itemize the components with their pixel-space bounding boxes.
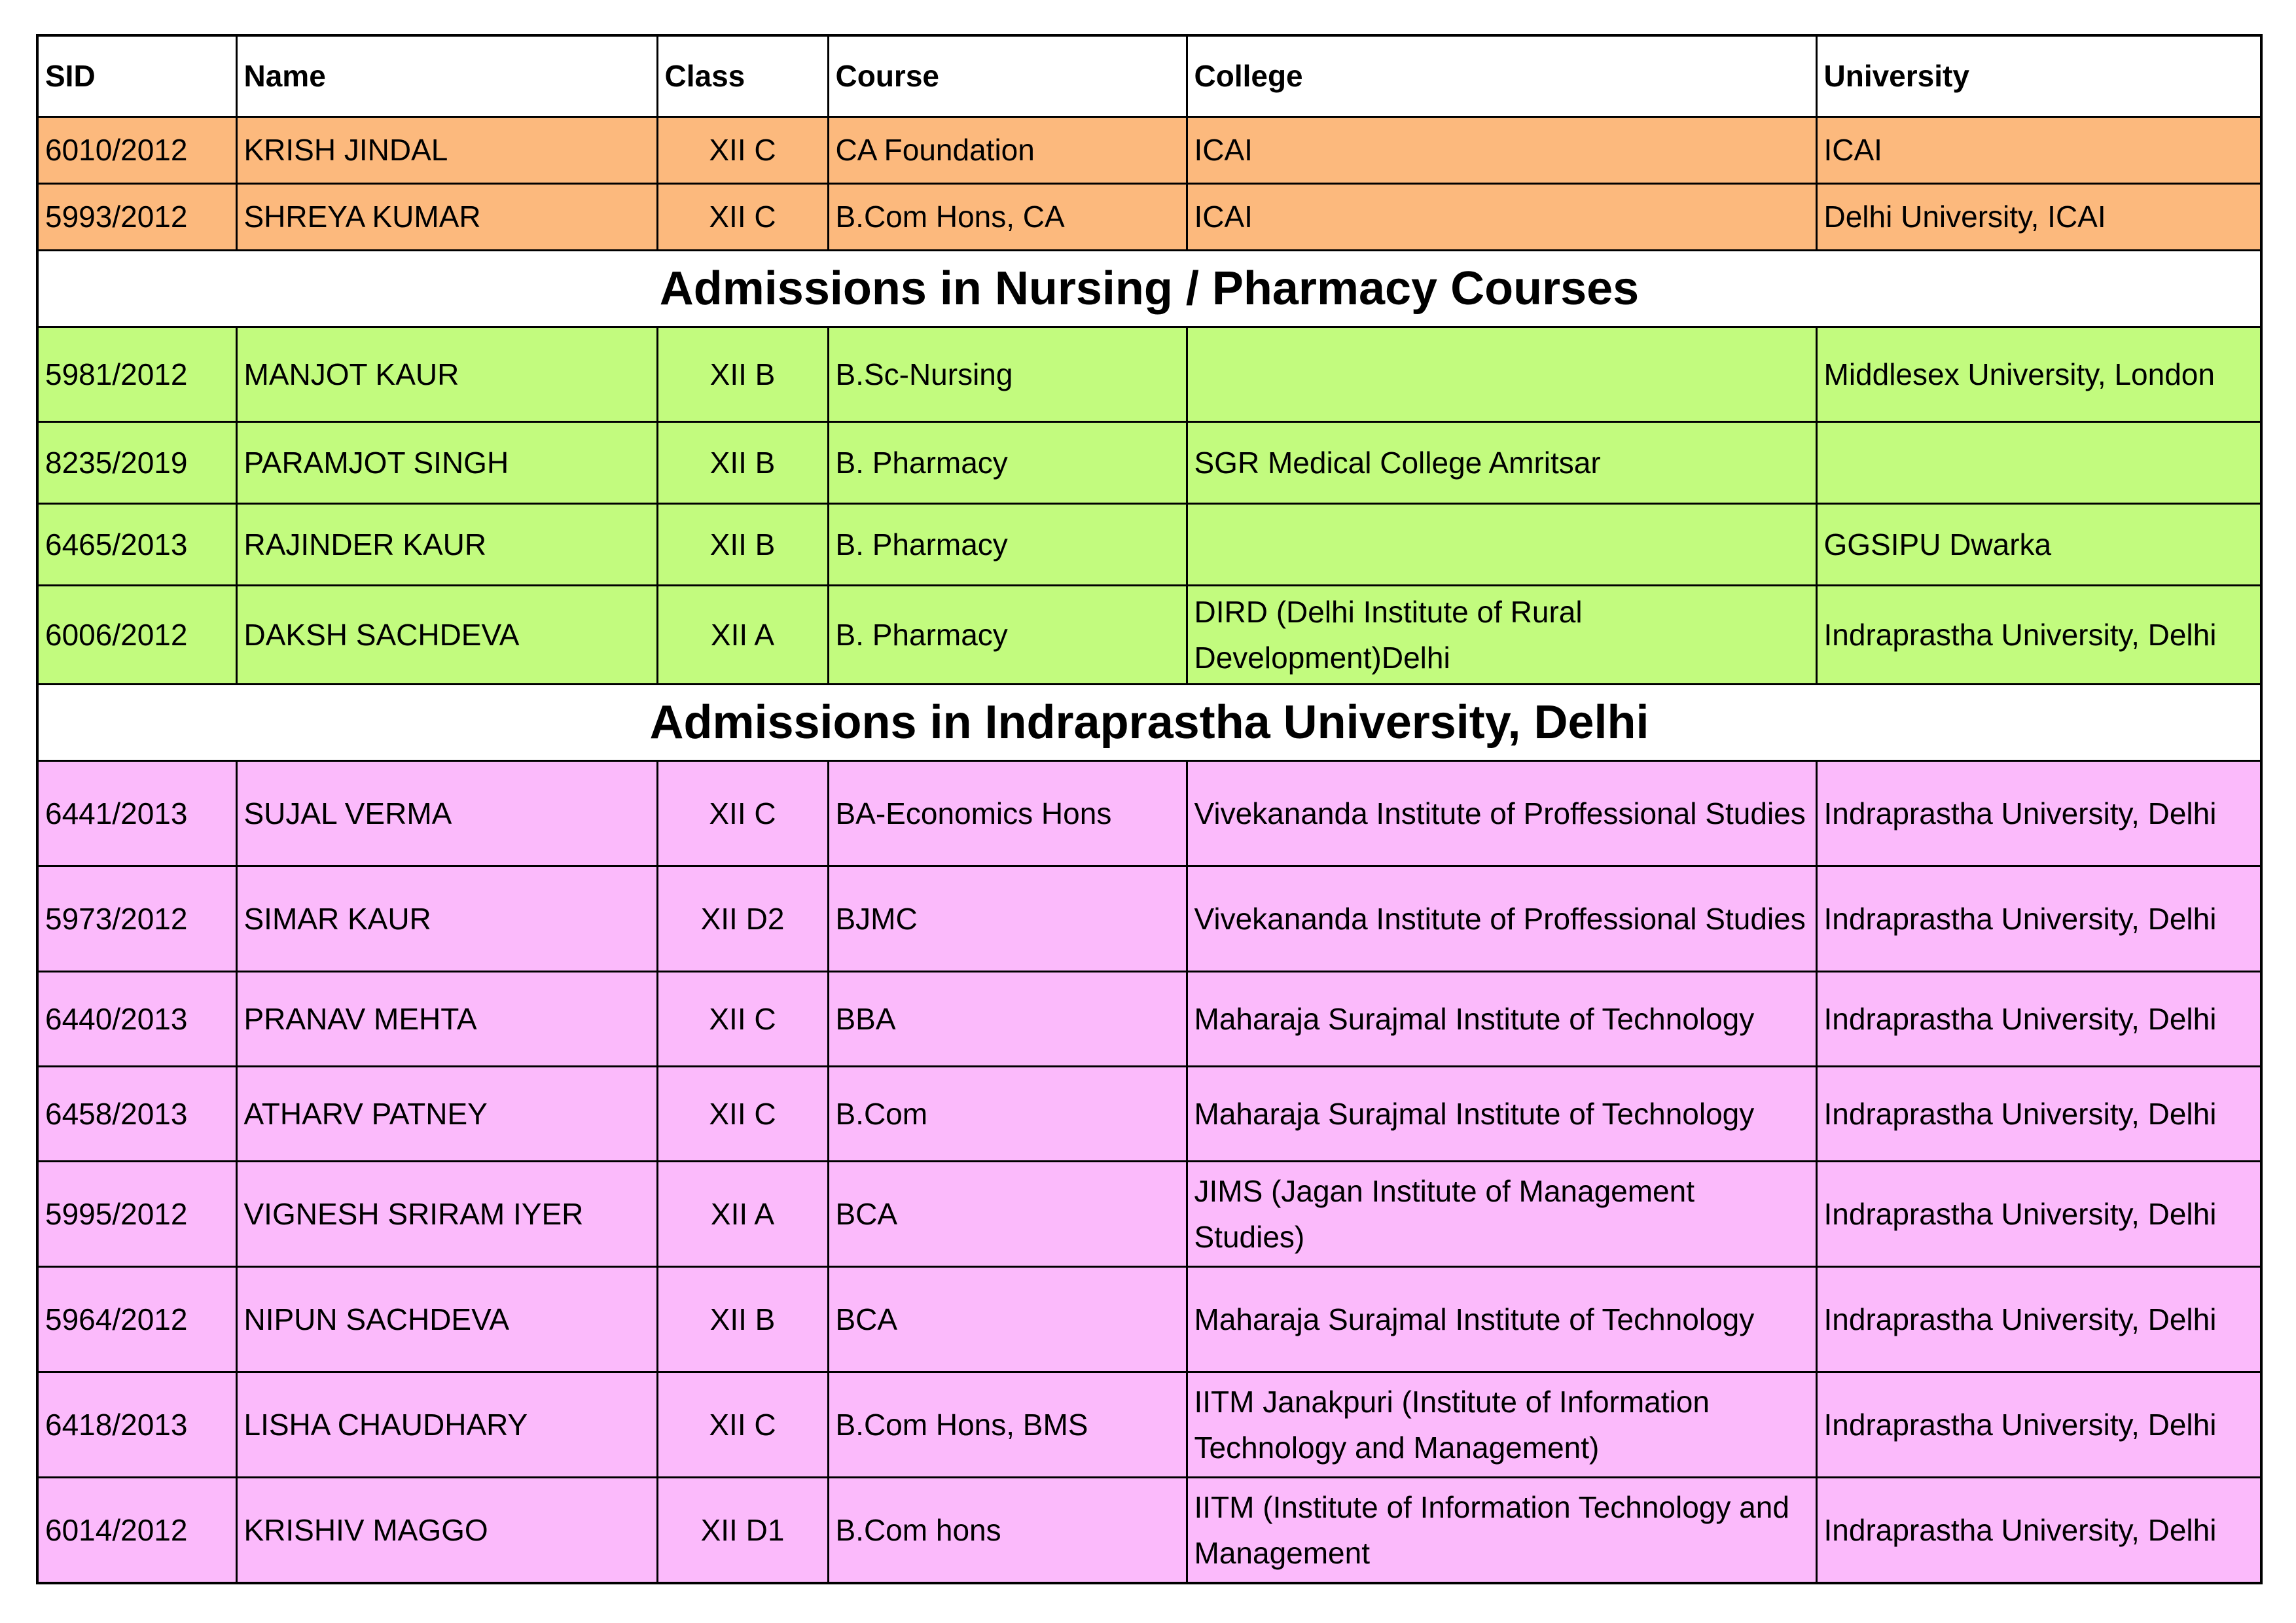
- table-row: [37, 971, 2261, 1066]
- header-name: Name: [236, 35, 657, 116]
- cell-class: XII D1: [657, 1477, 828, 1583]
- cell-college: DIRD (Delhi Institute of Rural Development)Delhi: [1187, 585, 1816, 684]
- cell-college: Maharaja Surajmal Institute of Technology: [1187, 971, 1816, 1066]
- table-row: [37, 1161, 2261, 1266]
- table-row: [37, 421, 2261, 503]
- cell-university: Indraprastha University, Delhi: [1816, 971, 2261, 1066]
- cell-sid: 6418/2013: [37, 1372, 236, 1477]
- cell-college: ICAI: [1187, 183, 1816, 250]
- cell-course: BCA: [828, 1266, 1187, 1372]
- cell-university: Indraprastha University, Delhi: [1816, 760, 2261, 866]
- cell-course: BBA: [828, 971, 1187, 1066]
- cell-class: XII B: [657, 421, 828, 503]
- cell-class: XII C: [657, 971, 828, 1066]
- cell-university: Indraprastha University, Delhi: [1816, 1161, 2261, 1266]
- cell-university: Indraprastha University, Delhi: [1816, 1372, 2261, 1477]
- cell-course: B.Com Hons, BMS: [828, 1372, 1187, 1477]
- cell-university: Delhi University, ICAI: [1816, 183, 2261, 250]
- cell-sid: 5995/2012: [37, 1161, 236, 1266]
- cell-course: B.Com: [828, 1066, 1187, 1161]
- table-row: [37, 183, 2261, 250]
- table-row: [37, 760, 2261, 866]
- cell-sid: 6006/2012: [37, 585, 236, 684]
- cell-college: SGR Medical College Amritsar: [1187, 421, 1816, 503]
- cell-college: JIMS (Jagan Institute of Management Studies): [1187, 1161, 1816, 1266]
- header-university: University: [1816, 35, 2261, 116]
- cell-college: Vivekananda Institute of Proffessional Studies: [1187, 760, 1816, 866]
- header-sid: SID: [37, 35, 236, 116]
- cell-name: DAKSH SACHDEVA: [236, 585, 657, 684]
- cell-name: PARAMJOT SINGH: [236, 421, 657, 503]
- cell-course: B.Com Hons, CA: [828, 183, 1187, 250]
- cell-sid: 6010/2012: [37, 116, 236, 183]
- cell-course: CA Foundation: [828, 116, 1187, 183]
- cell-college: Maharaja Surajmal Institute of Technology: [1187, 1066, 1816, 1161]
- cell-class: XII C: [657, 183, 828, 250]
- table-row: [37, 1372, 2261, 1477]
- cell-course: B.Com hons: [828, 1477, 1187, 1583]
- cell-name: SIMAR KAUR: [236, 866, 657, 971]
- cell-class: XII A: [657, 1161, 828, 1266]
- cell-name: VIGNESH SRIRAM IYER: [236, 1161, 657, 1266]
- section-title-nursing: Admissions in Nursing / Pharmacy Courses: [37, 250, 2261, 327]
- table-row: [37, 503, 2261, 585]
- table-row: [37, 327, 2261, 421]
- cell-course: B.Sc-Nursing: [828, 327, 1187, 421]
- section-heading-row: [37, 250, 2261, 327]
- cell-name: MANJOT KAUR: [236, 327, 657, 421]
- table-row: [37, 866, 2261, 971]
- cell-college: [1187, 503, 1816, 585]
- cell-class: XII A: [657, 585, 828, 684]
- cell-name: SUJAL VERMA: [236, 760, 657, 866]
- cell-class: XII D2: [657, 866, 828, 971]
- admissions-table-body: [37, 35, 2261, 1583]
- cell-university: Middlesex University, London: [1816, 327, 2261, 421]
- cell-sid: 6441/2013: [37, 760, 236, 866]
- table-header-row: [37, 35, 2261, 116]
- table-row: [37, 1066, 2261, 1161]
- cell-university: Indraprastha University, Delhi: [1816, 866, 2261, 971]
- cell-course: B. Pharmacy: [828, 503, 1187, 585]
- cell-sid: 5964/2012: [37, 1266, 236, 1372]
- section-heading-row: [37, 684, 2261, 760]
- cell-college: Maharaja Surajmal Institute of Technology: [1187, 1266, 1816, 1372]
- cell-class: XII C: [657, 1372, 828, 1477]
- cell-college: [1187, 327, 1816, 421]
- cell-college: Vivekananda Institute of Proffessional Studies: [1187, 866, 1816, 971]
- cell-name: KRISH JINDAL: [236, 116, 657, 183]
- cell-name: ATHARV PATNEY: [236, 1066, 657, 1161]
- cell-sid: 6014/2012: [37, 1477, 236, 1583]
- cell-class: XII C: [657, 1066, 828, 1161]
- cell-course: B. Pharmacy: [828, 585, 1187, 684]
- cell-class: XII B: [657, 503, 828, 585]
- cell-course: B. Pharmacy: [828, 421, 1187, 503]
- cell-name: LISHA CHAUDHARY: [236, 1372, 657, 1477]
- cell-name: PRANAV MEHTA: [236, 971, 657, 1066]
- cell-college: IITM Janakpuri (Institute of Information Technology and Management): [1187, 1372, 1816, 1477]
- cell-sid: 5981/2012: [37, 327, 236, 421]
- cell-sid: 6465/2013: [37, 503, 236, 585]
- cell-university: ICAI: [1816, 116, 2261, 183]
- cell-class: XII C: [657, 116, 828, 183]
- cell-university: Indraprastha University, Delhi: [1816, 585, 2261, 684]
- cell-sid: 8235/2019: [37, 421, 236, 503]
- cell-sid: 6458/2013: [37, 1066, 236, 1161]
- cell-name: RAJINDER KAUR: [236, 503, 657, 585]
- cell-name: NIPUN SACHDEVA: [236, 1266, 657, 1372]
- header-course: Course: [828, 35, 1187, 116]
- cell-course: BJMC: [828, 866, 1187, 971]
- cell-class: XII C: [657, 760, 828, 866]
- cell-university: Indraprastha University, Delhi: [1816, 1477, 2261, 1583]
- cell-sid: 6440/2013: [37, 971, 236, 1066]
- cell-class: XII B: [657, 1266, 828, 1372]
- cell-name: SHREYA KUMAR: [236, 183, 657, 250]
- table-row: [37, 1266, 2261, 1372]
- cell-university: Indraprastha University, Delhi: [1816, 1066, 2261, 1161]
- cell-university: [1816, 421, 2261, 503]
- table-row: [37, 116, 2261, 183]
- cell-course: BA-Economics Hons: [828, 760, 1187, 866]
- table-row: [37, 585, 2261, 684]
- cell-class: XII B: [657, 327, 828, 421]
- cell-name: KRISHIV MAGGO: [236, 1477, 657, 1583]
- section-title-ipu: Admissions in Indraprastha University, Delhi: [37, 684, 2261, 760]
- header-college: College: [1187, 35, 1816, 116]
- cell-university: Indraprastha University, Delhi: [1816, 1266, 2261, 1372]
- cell-college: ICAI: [1187, 116, 1816, 183]
- header-class: Class: [657, 35, 828, 116]
- cell-college: IITM (Institute of Information Technology and Management: [1187, 1477, 1816, 1583]
- cell-sid: 5993/2012: [37, 183, 236, 250]
- admissions-table: [36, 34, 2263, 1584]
- cell-sid: 5973/2012: [37, 866, 236, 971]
- table-row: [37, 1477, 2261, 1583]
- cell-university: GGSIPU Dwarka: [1816, 503, 2261, 585]
- cell-course: BCA: [828, 1161, 1187, 1266]
